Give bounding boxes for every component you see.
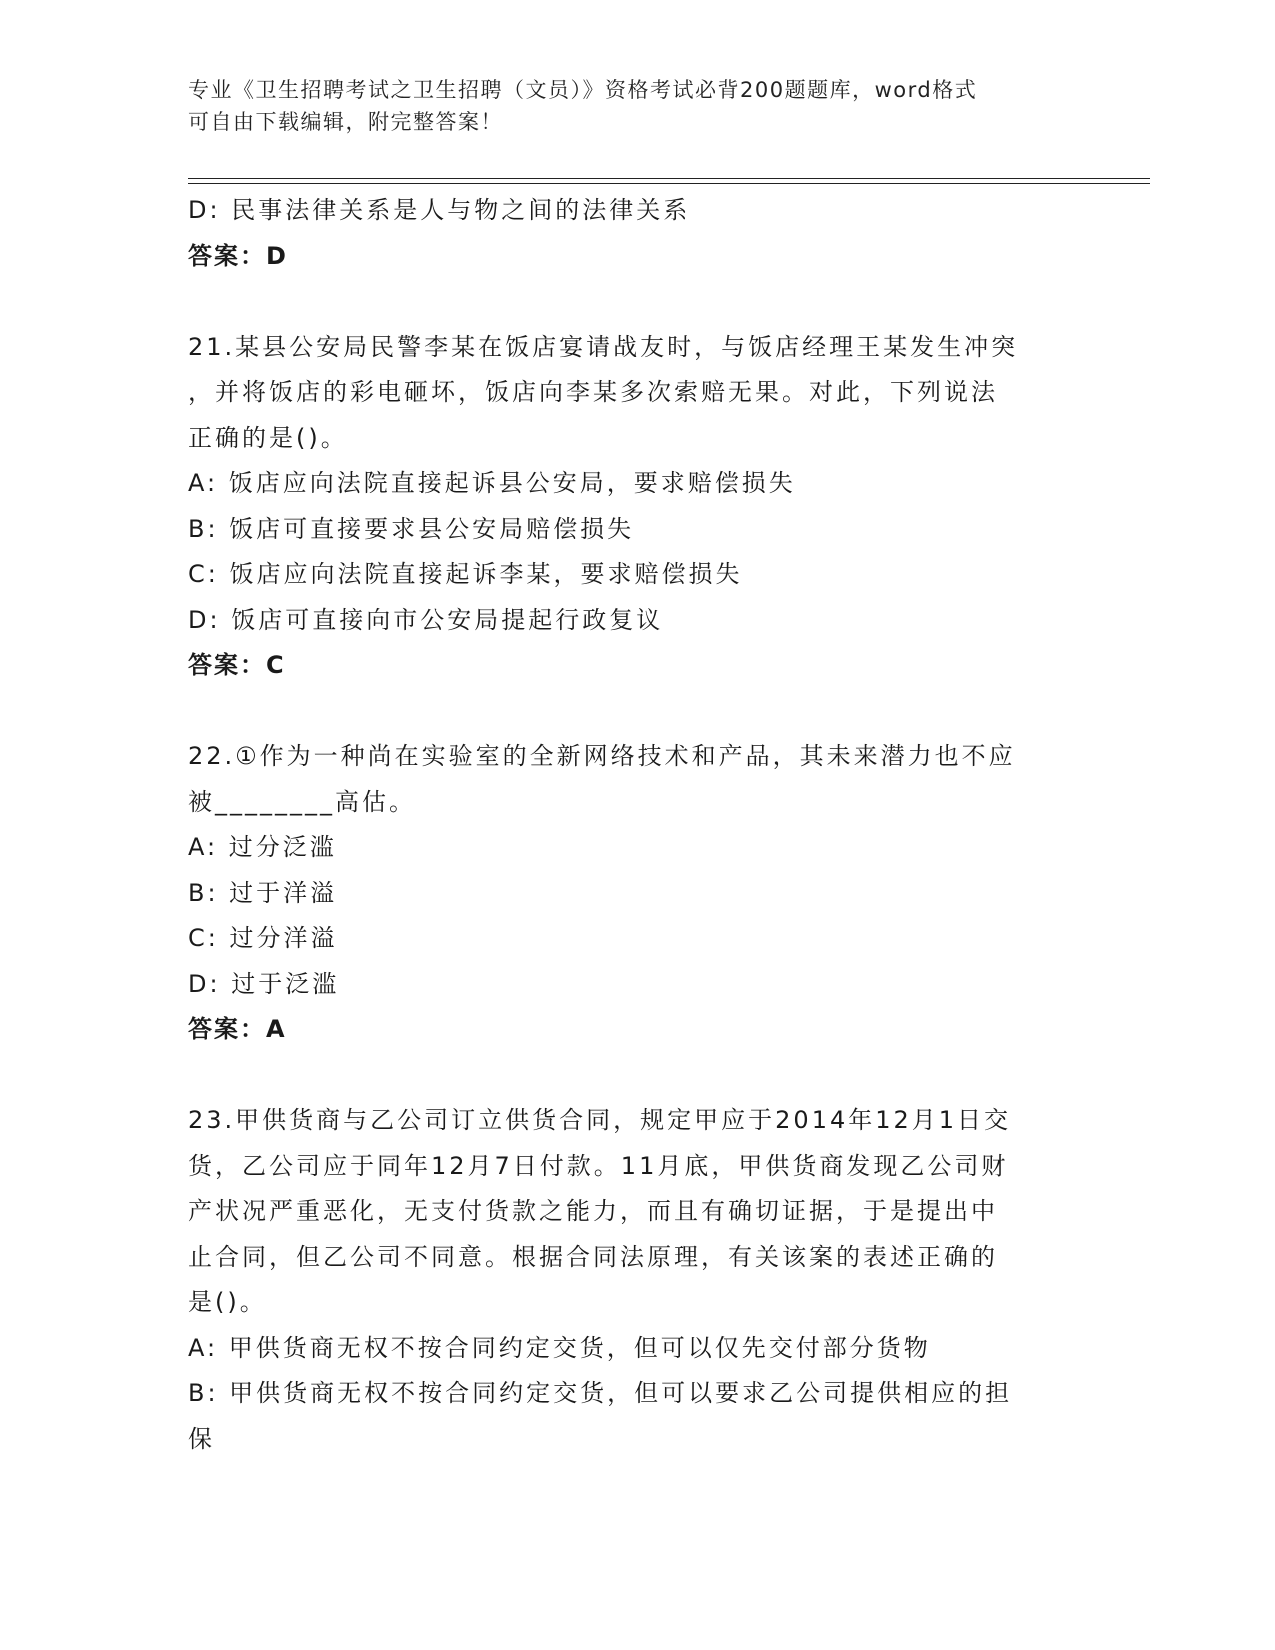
answer: 答案：C [188, 651, 286, 679]
option-a: A: 过分泛滥 [188, 833, 337, 861]
header-line-2: 可自由下载编辑，附完整答案！ [188, 110, 503, 134]
question-23 [188, 1098, 1068, 1462]
option-b: B: 过于洋溢 [188, 878, 338, 907]
option-a: A: 饭店应向法院直接起诉县公安局，要求赔偿损失 [188, 469, 796, 497]
question-stem-line: 货，乙公司应于同年12月7日付款。11月底，甲供货商发现乙公司财 [188, 1151, 1009, 1180]
question-21 [188, 325, 1068, 689]
option-b-continued: 保 [188, 1424, 215, 1453]
question-stem-line: 正确的是()。 [188, 423, 348, 452]
option-c: C: 饭店应向法院直接起诉李某，要求赔偿损失 [188, 560, 743, 588]
option-d: D: 民事法律关系是人与物之间的法律关系 [188, 196, 691, 224]
header-rule-bottom [188, 183, 1150, 184]
option-a: A: 甲供货商无权不按合同约定交货，但可以仅先交付部分货物 [188, 1333, 931, 1362]
question-stem-line: ，并将饭店的彩电砸坏，饭店向李某多次索赔无果。对此，下列说法 [188, 378, 998, 406]
spacer [188, 279, 1068, 325]
answer: 答案：A [188, 1015, 287, 1043]
question-stem-line: 23.甲供货商与乙公司订立供货合同，规定甲应于2014年12月1日交 [188, 1106, 1012, 1134]
question-20-tail [188, 188, 1068, 279]
question-stem-line: 止合同，但乙公司不同意。根据合同法原理，有关该案的表述正确的 [188, 1242, 998, 1271]
question-stem-line: 被________高估。 [188, 787, 416, 816]
option-d: D: 过于泛滥 [188, 969, 340, 998]
question-22 [188, 734, 1068, 1053]
spacer [188, 689, 1068, 735]
question-stem-line: 21.某县公安局民警李某在饭店宴请战友时，与饭店经理王某发生冲突 [188, 332, 1019, 361]
question-content [188, 188, 1068, 1462]
page-header [188, 74, 1068, 138]
option-b: B: 甲供货商无权不按合同约定交货，但可以要求乙公司提供相应的担 [188, 1379, 1013, 1407]
question-stem-line: 产状况严重恶化，无支付货款之能力，而且有确切证据，于是提出中 [188, 1197, 998, 1225]
question-stem-line: 是()。 [188, 1288, 267, 1316]
option-d: D: 饭店可直接向市公安局提起行政复议 [188, 605, 664, 634]
spacer [188, 1053, 1068, 1099]
question-stem-line: 22.①作为一种尚在实验室的全新网络技术和产品，其未来潜力也不应 [188, 742, 1016, 770]
header-line-1: 专业《卫生招聘考试之卫生招聘（文员）》资格考试必背200题题库，word格式 [188, 78, 978, 102]
option-b: B: 饭店可直接要求县公安局赔偿损失 [188, 514, 635, 543]
header-rule-top [188, 178, 1150, 179]
option-c: C: 过分洋溢 [188, 924, 338, 952]
answer: 答案：D [188, 241, 288, 270]
